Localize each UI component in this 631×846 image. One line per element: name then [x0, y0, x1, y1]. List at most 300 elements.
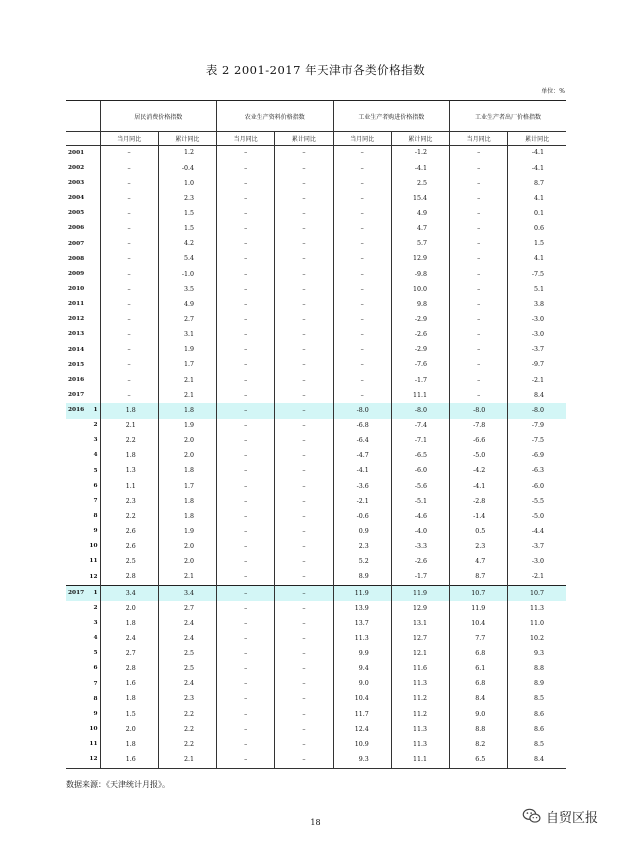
table-cell: – — [217, 343, 275, 358]
table-cell: 9.0 — [333, 677, 391, 692]
table-cell: 8.7 — [450, 570, 508, 586]
table-cell: – — [217, 237, 275, 252]
table-cell: 1.8 — [100, 737, 158, 752]
table-cell: -4.1 — [391, 161, 449, 176]
table-cell: -6.6 — [450, 434, 508, 449]
table-cell: -1.2 — [391, 146, 449, 162]
table-cell: – — [217, 509, 275, 524]
table-cell: 2.0 — [100, 601, 158, 616]
table-cell: 6.8 — [450, 647, 508, 662]
row-year — [66, 692, 88, 707]
table-cell: – — [333, 343, 391, 358]
table-cell: – — [275, 419, 333, 434]
table-cell: – — [217, 494, 275, 509]
table-cell: 2.4 — [158, 677, 216, 692]
table-cell: -6.0 — [391, 464, 449, 479]
row-month: 11 — [89, 558, 98, 565]
table-cell: – — [275, 313, 333, 328]
table-cell: – — [450, 267, 508, 282]
table-cell: – — [450, 313, 508, 328]
table-cell: – — [450, 358, 508, 373]
table-cell: – — [275, 434, 333, 449]
table-cell: -9.7 — [508, 358, 566, 373]
row-year: 2001 — [68, 149, 85, 156]
subheader-cumulative: 累计同比 — [275, 132, 333, 146]
table-cell: – — [100, 176, 158, 191]
row-year — [66, 540, 88, 555]
table-cell: – — [217, 403, 275, 418]
table-cell: 2.5 — [158, 662, 216, 677]
row-year — [66, 464, 88, 479]
table-cell: 2.1 — [158, 753, 216, 769]
table-cell: -7.5 — [508, 267, 566, 282]
table-cell: 2.4 — [158, 616, 216, 631]
row-month: 11 — [89, 741, 98, 748]
table-cell: – — [333, 297, 391, 312]
row-year: 2017 — [68, 391, 85, 398]
table-cell: – — [217, 434, 275, 449]
table-cell: – — [275, 267, 333, 282]
table-cell: – — [217, 601, 275, 616]
table-cell: – — [450, 252, 508, 267]
table-cell: 2.2 — [100, 509, 158, 524]
table-cell: 1.1 — [100, 479, 158, 494]
table-cell: – — [275, 207, 333, 222]
table-cell: 6.8 — [450, 677, 508, 692]
table-cell: 1.7 — [158, 479, 216, 494]
table-cell: -9.8 — [391, 267, 449, 282]
table-cell: – — [217, 419, 275, 434]
row-month: 7 — [93, 497, 98, 504]
row-month: 12 — [88, 753, 100, 769]
table-cell: 2.3 — [333, 540, 391, 555]
row-month: 4 — [93, 635, 98, 642]
row-month: 8 — [93, 695, 98, 702]
table-cell: – — [217, 753, 275, 769]
table-cell: – — [275, 616, 333, 631]
row-month: 7 — [93, 680, 98, 687]
table-cell: 10.4 — [450, 616, 508, 631]
table-cell: 4.1 — [508, 252, 566, 267]
table-cell: – — [450, 237, 508, 252]
table-cell: 1.8 — [158, 494, 216, 509]
row-year — [66, 434, 88, 449]
table-cell: -7.1 — [391, 434, 449, 449]
table-row — [66, 753, 566, 769]
table-cell: – — [217, 358, 275, 373]
row-year — [66, 647, 88, 662]
table-row — [66, 737, 566, 752]
table-cell: – — [100, 313, 158, 328]
table-cell: -4.1 — [450, 479, 508, 494]
unit-label: 单位：% — [541, 88, 565, 95]
row-year — [66, 570, 88, 586]
table-cell: 2.0 — [158, 540, 216, 555]
table-cell: – — [217, 479, 275, 494]
table-cell: – — [217, 692, 275, 707]
table-cell: – — [275, 328, 333, 343]
table-cell: 9.4 — [333, 662, 391, 677]
table-cell: 2.5 — [158, 647, 216, 662]
table-cell: – — [450, 343, 508, 358]
table-cell: – — [275, 161, 333, 176]
row-month: 9 — [93, 528, 98, 535]
wechat-logo-icon — [522, 806, 542, 826]
table-cell: 4.7 — [450, 555, 508, 570]
watermark-text: 自贸区报 — [546, 810, 599, 826]
table-cell: – — [275, 540, 333, 555]
table-cell: – — [217, 252, 275, 267]
table-row — [66, 632, 566, 647]
table-cell: 4.7 — [391, 222, 449, 237]
table-cell: – — [217, 373, 275, 388]
table-row — [66, 494, 566, 509]
row-year — [66, 632, 88, 647]
table-cell: 11.2 — [391, 692, 449, 707]
row-year: 2006 — [68, 225, 85, 232]
table-cell: 2.7 — [100, 647, 158, 662]
table-cell: -2.6 — [391, 555, 449, 570]
table-cell: – — [275, 692, 333, 707]
table-cell: 13.1 — [391, 616, 449, 631]
table-row — [66, 601, 566, 616]
table-cell: -0.4 — [158, 161, 216, 176]
table-cell: 1.5 — [158, 222, 216, 237]
table-cell: – — [217, 176, 275, 191]
table-cell: -8.0 — [508, 403, 566, 418]
row-year: 2013 — [68, 331, 85, 338]
table-body — [66, 146, 566, 769]
table-cell: – — [217, 297, 275, 312]
table-cell: -8.0 — [450, 403, 508, 418]
table-cell: -4.1 — [508, 161, 566, 176]
table-row — [66, 282, 566, 297]
row-year — [66, 601, 88, 616]
row-month — [88, 237, 100, 252]
table-row — [66, 707, 566, 722]
table-row — [66, 388, 566, 403]
table-cell: – — [217, 449, 275, 464]
table-cell: – — [217, 267, 275, 282]
table-cell: 0.1 — [508, 207, 566, 222]
table-cell: – — [333, 146, 391, 162]
table-cell: -4.0 — [391, 525, 449, 540]
row-year: 2014 — [68, 346, 85, 353]
table-cell: – — [333, 222, 391, 237]
table-cell: 0.6 — [508, 222, 566, 237]
table-cell: -2.8 — [450, 494, 508, 509]
table-cell: – — [275, 358, 333, 373]
subheader-blank — [66, 132, 100, 146]
table-cell: – — [275, 753, 333, 769]
table-row — [66, 328, 566, 343]
table-row — [66, 662, 566, 677]
row-year: 2015 — [68, 361, 85, 368]
row-month: 6 — [93, 482, 98, 489]
table-cell: – — [217, 647, 275, 662]
table-cell: 10.7 — [508, 586, 566, 602]
table-cell: – — [217, 737, 275, 752]
table-cell: -2.1 — [508, 570, 566, 586]
table-cell: -6.9 — [508, 449, 566, 464]
table-cell: – — [450, 222, 508, 237]
table-cell: – — [275, 647, 333, 662]
table-cell: – — [100, 191, 158, 206]
table-cell: – — [450, 297, 508, 312]
table-cell: – — [333, 237, 391, 252]
row-year: 2016 — [68, 376, 85, 383]
header-cpi: 居民消费价格指数 — [100, 101, 217, 132]
table-cell: 12.7 — [391, 632, 449, 647]
table-cell: – — [217, 313, 275, 328]
row-month — [88, 161, 100, 176]
table-cell: -5.5 — [508, 494, 566, 509]
row-year — [66, 737, 88, 752]
table-row — [66, 146, 566, 162]
table-row — [66, 373, 566, 388]
table-cell: – — [450, 328, 508, 343]
row-year: 2008 — [68, 255, 85, 262]
table-cell: – — [450, 161, 508, 176]
row-month: 10 — [89, 543, 98, 550]
table-cell: 8.9 — [333, 570, 391, 586]
table-cell: -5.0 — [450, 449, 508, 464]
table-row — [66, 252, 566, 267]
table-row — [66, 207, 566, 222]
data-source-note: 数据来源：《天津统计月报》。 — [66, 780, 170, 789]
table-cell: 8.2 — [450, 737, 508, 752]
table-cell: – — [333, 282, 391, 297]
table-cell: 8.5 — [508, 737, 566, 752]
table-row — [66, 449, 566, 464]
row-month — [88, 267, 100, 282]
subheader-monthly: 当月同比 — [100, 132, 158, 146]
table-row — [66, 403, 566, 418]
table-cell: 10.4 — [333, 692, 391, 707]
table-cell: – — [217, 616, 275, 631]
table-cell: – — [275, 191, 333, 206]
table-row — [66, 509, 566, 524]
table-cell: – — [450, 146, 508, 162]
subheader-cumulative: 累计同比 — [158, 132, 216, 146]
table-cell: -3.0 — [508, 555, 566, 570]
row-month — [88, 358, 100, 373]
table-cell: 8.4 — [508, 388, 566, 403]
table-cell: 11.3 — [391, 722, 449, 737]
table-row — [66, 191, 566, 206]
row-month: 2 — [93, 604, 98, 611]
row-month: 3 — [93, 620, 98, 627]
table-cell: 2.4 — [158, 632, 216, 647]
table-cell: -8.0 — [391, 403, 449, 418]
table-cell: – — [333, 176, 391, 191]
subheader-monthly: 当月同比 — [333, 132, 391, 146]
table-cell: 2.0 — [100, 722, 158, 737]
table-row — [66, 616, 566, 631]
table-cell: 2.2 — [100, 434, 158, 449]
table-cell: 6.1 — [450, 662, 508, 677]
table-cell: 2.6 — [100, 525, 158, 540]
row-year: 2003 — [68, 179, 85, 186]
row-year — [66, 449, 88, 464]
table-cell: -4.6 — [391, 509, 449, 524]
watermark — [522, 806, 598, 826]
row-year — [66, 419, 88, 434]
table-cell: -1.7 — [391, 570, 449, 586]
table-cell: 2.4 — [100, 632, 158, 647]
table-cell: 1.7 — [158, 358, 216, 373]
table-cell: – — [100, 373, 158, 388]
row-year — [66, 707, 88, 722]
table-cell: 8.6 — [508, 722, 566, 737]
table-cell: – — [275, 449, 333, 464]
table-cell: 11.3 — [508, 601, 566, 616]
table-cell: – — [333, 358, 391, 373]
table-cell: 2.0 — [158, 434, 216, 449]
table-cell: -2.9 — [391, 343, 449, 358]
table-row — [66, 479, 566, 494]
table-cell: 8.4 — [450, 692, 508, 707]
table-cell: 10.0 — [391, 282, 449, 297]
table-cell: 3.5 — [158, 282, 216, 297]
table-cell: – — [217, 146, 275, 162]
table-cell: – — [275, 146, 333, 162]
table-cell: -5.1 — [391, 494, 449, 509]
row-year: 2002 — [68, 164, 85, 171]
row-year — [66, 555, 88, 570]
table-cell: – — [100, 388, 158, 403]
table-cell: – — [275, 632, 333, 647]
table-cell: – — [217, 161, 275, 176]
table-cell: -6.4 — [333, 434, 391, 449]
table-cell: – — [275, 176, 333, 191]
row-year: 2012 — [68, 316, 85, 323]
table-cell: 1.2 — [158, 146, 216, 162]
row-month: 8 — [93, 513, 98, 520]
table-cell: 1.8 — [158, 403, 216, 418]
table-cell: 11.3 — [333, 632, 391, 647]
table-cell: 8.8 — [508, 662, 566, 677]
row-month — [88, 191, 100, 206]
table-row — [66, 176, 566, 191]
table-cell: 2.2 — [158, 722, 216, 737]
table-cell: – — [333, 207, 391, 222]
table-cell: – — [275, 737, 333, 752]
table-cell: – — [217, 525, 275, 540]
table-row — [66, 343, 566, 358]
row-year — [66, 616, 88, 631]
table-cell: 12.9 — [391, 601, 449, 616]
table-cell: -1.4 — [450, 509, 508, 524]
table-row — [66, 237, 566, 252]
table-cell: – — [333, 388, 391, 403]
table-cell: – — [333, 328, 391, 343]
table-cell: 1.8 — [100, 616, 158, 631]
row-year — [66, 753, 88, 769]
table-cell: 0.5 — [450, 525, 508, 540]
table-cell: 10.2 — [508, 632, 566, 647]
table-cell: 1.9 — [158, 525, 216, 540]
table-cell: 3.4 — [158, 586, 216, 602]
table-cell: 4.2 — [158, 237, 216, 252]
table-cell: 2.3 — [158, 692, 216, 707]
table-cell: -1.0 — [158, 267, 216, 282]
table-cell: 2.7 — [158, 313, 216, 328]
table-cell: 2.1 — [158, 570, 216, 586]
row-month: 4 — [93, 452, 98, 459]
table-cell: 12.4 — [333, 722, 391, 737]
table-cell: -7.9 — [508, 419, 566, 434]
table-cell: 11.6 — [391, 662, 449, 677]
table-cell: 2.1 — [158, 373, 216, 388]
table-cell: 4.9 — [391, 207, 449, 222]
table-cell: – — [450, 282, 508, 297]
row-year: 2010 — [68, 285, 85, 292]
table-cell: 5.1 — [508, 282, 566, 297]
row-month — [88, 297, 100, 312]
table-row — [66, 722, 566, 737]
table-cell: 5.2 — [333, 555, 391, 570]
table-cell: -0.6 — [333, 509, 391, 524]
table-cell: – — [450, 176, 508, 191]
table-cell: 1.5 — [100, 707, 158, 722]
row-year — [66, 509, 88, 524]
table-cell: 11.3 — [391, 677, 449, 692]
table-cell: -6.3 — [508, 464, 566, 479]
header-agri-means: 农业生产资料价格指数 — [217, 101, 334, 132]
row-month — [88, 252, 100, 267]
table-cell: -8.0 — [333, 403, 391, 418]
table-cell: – — [217, 632, 275, 647]
table-cell: 11.9 — [391, 586, 449, 602]
table-cell: 2.1 — [100, 419, 158, 434]
table-cell: – — [333, 267, 391, 282]
table-cell: 8.8 — [450, 722, 508, 737]
table-cell: – — [217, 722, 275, 737]
table-cell: 11.1 — [391, 388, 449, 403]
table-cell: 11.9 — [333, 586, 391, 602]
table-cell: -3.7 — [508, 540, 566, 555]
table-cell: – — [275, 403, 333, 418]
row-year — [66, 494, 88, 509]
table-cell: – — [217, 328, 275, 343]
table-cell: -6.0 — [508, 479, 566, 494]
table-cell: -3.0 — [508, 313, 566, 328]
table-cell: 2.6 — [100, 540, 158, 555]
table-cell: -7.6 — [391, 358, 449, 373]
row-month — [88, 373, 100, 388]
table-cell: 4.1 — [508, 191, 566, 206]
table-cell: 1.8 — [100, 403, 158, 418]
table-cell: – — [100, 297, 158, 312]
table-cell: 11.3 — [391, 737, 449, 752]
row-month: 1 — [88, 586, 100, 602]
table-cell: – — [217, 555, 275, 570]
table-cell: -1.7 — [391, 373, 449, 388]
table-cell: 8.4 — [508, 753, 566, 769]
table-cell: 12.1 — [391, 647, 449, 662]
table-cell: – — [100, 328, 158, 343]
table-cell: – — [217, 207, 275, 222]
row-month: 10 — [89, 726, 98, 733]
table-row — [66, 692, 566, 707]
table-row — [66, 525, 566, 540]
row-month: 12 — [89, 573, 98, 580]
table-cell: 11.7 — [333, 707, 391, 722]
table-cell: – — [333, 373, 391, 388]
table-row — [66, 540, 566, 555]
subheader-monthly: 当月同比 — [217, 132, 275, 146]
